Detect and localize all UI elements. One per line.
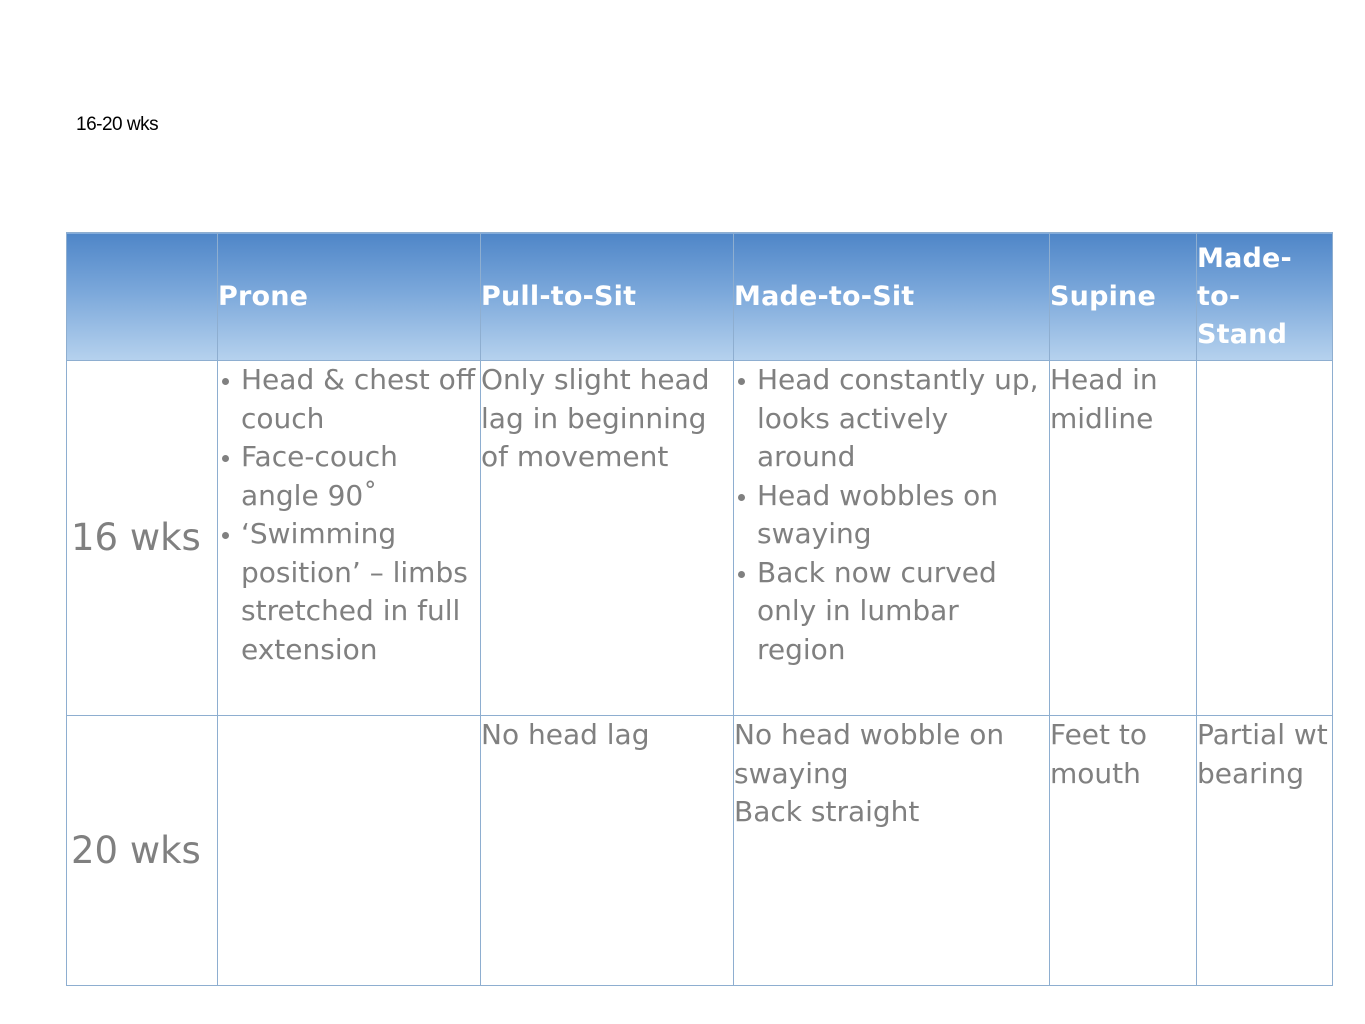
cell-16-prone xyxy=(218,361,481,716)
list-item: Back now curved only in lumbar region xyxy=(734,554,1049,670)
list-item: Head & chest off couch xyxy=(218,361,480,438)
cell-20-supine: Feet to mouth xyxy=(1050,716,1197,986)
cell-20-made-to-sit xyxy=(734,716,1050,986)
table-row-16-wks xyxy=(67,361,1333,716)
cell-16-pull-to-sit: Only slight head lag in beginning of movement xyxy=(481,361,734,716)
header-made-to-stand xyxy=(1197,233,1333,361)
header-made-to-sit: Made-to-Sit xyxy=(734,233,1050,361)
header-row xyxy=(67,233,1333,361)
made-to-sit-20-line: No head wobble on swaying xyxy=(734,718,1005,790)
cell-20-pull-to-sit: No head lag xyxy=(481,716,734,986)
cell-20-prone xyxy=(218,716,481,986)
header-made-to-stand-line: to- xyxy=(1197,280,1241,312)
header-prone: Prone xyxy=(218,233,481,361)
table-row-20-wks xyxy=(67,716,1333,986)
header-corner xyxy=(67,233,218,361)
prone-16-list xyxy=(218,361,480,669)
header-made-to-stand-line: Stand xyxy=(1197,318,1288,350)
made-to-sit-16-list xyxy=(734,361,1049,669)
cell-16-made-to-stand xyxy=(1197,361,1333,716)
row-label-20-wks: 20 wks xyxy=(67,716,218,986)
header-pull-to-sit: Pull-to-Sit xyxy=(481,233,734,361)
header-supine: Supine xyxy=(1050,233,1197,361)
made-to-sit-20-line: Back straight xyxy=(734,795,920,828)
list-item: Head constantly up, looks actively around xyxy=(734,361,1049,477)
list-item: ‘Swimming position’ – limbs stretched in full extension xyxy=(218,515,480,669)
cell-16-supine: Head in midline xyxy=(1050,361,1197,716)
cell-16-made-to-sit xyxy=(734,361,1050,716)
header-made-to-stand-line: Made- xyxy=(1197,242,1292,274)
row-label-16-wks: 16 wks xyxy=(67,361,218,716)
development-table xyxy=(66,232,1333,986)
cell-20-made-to-stand: Partial wt bearing xyxy=(1197,716,1333,986)
slide-title: 16-20 wks xyxy=(76,114,159,135)
list-item: Head wobbles on swaying xyxy=(734,477,1049,554)
list-item: Face-couch angle 90˚ xyxy=(218,438,480,515)
